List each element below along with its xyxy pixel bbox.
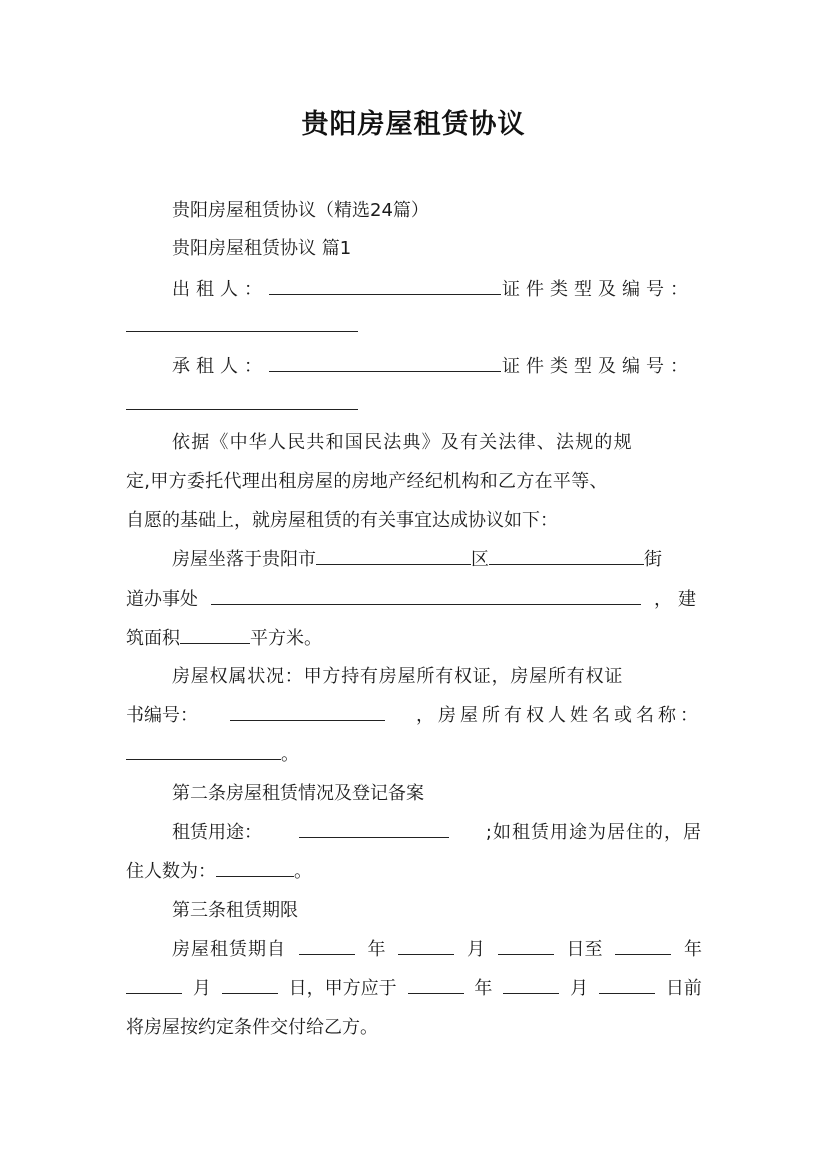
term-line-2 <box>126 974 702 1004</box>
year-label: 年 <box>474 978 493 999</box>
lessor-id-label: 证件类型及编号： <box>502 279 694 300</box>
deliver-line <box>126 1013 702 1043</box>
owner-line <box>126 740 702 770</box>
lessee-name-blank[interactable] <box>269 353 501 372</box>
lessor-id-line <box>126 312 702 342</box>
area-unit: 平方米。 <box>250 628 322 649</box>
use-blank[interactable] <box>299 819 449 838</box>
month-label: 月 <box>467 939 485 960</box>
term-line <box>172 935 702 965</box>
year-label: 年 <box>367 939 386 960</box>
term-label: 房屋租赁期自 <box>172 939 286 960</box>
lessee-id-label: 证件类型及编号： <box>502 356 694 377</box>
residents-label: 住人数为： <box>126 861 216 882</box>
month-label: 月 <box>570 978 589 999</box>
paragraph-line <box>126 467 702 497</box>
lessee-id-blank[interactable] <box>126 391 358 410</box>
office-blank[interactable] <box>211 586 641 605</box>
office-label: 道办事处 <box>126 589 198 610</box>
lessor-line <box>172 275 694 305</box>
district-label: 区 <box>471 549 489 570</box>
use-line <box>172 818 702 848</box>
paragraph-text: 自愿的基础上，就房屋租赁的有关事宜达成协议如下： <box>126 510 558 531</box>
district-blank[interactable] <box>489 546 644 565</box>
month-label: 月 <box>192 978 211 999</box>
article-2-heading: 第二条房屋租赁情况及登记备案 <box>172 783 424 804</box>
certificate-line <box>126 701 702 731</box>
residents-line <box>126 857 702 887</box>
area-blank[interactable] <box>180 625 250 644</box>
section-heading <box>172 234 748 264</box>
lessor-label: 出租人： <box>172 279 268 300</box>
article-heading <box>172 779 748 809</box>
article-3-heading: 第三条租赁期限 <box>172 900 298 921</box>
use-label: 租赁用途： <box>172 822 262 843</box>
residents-period: 。 <box>294 861 312 882</box>
paragraph-text: 依据《中华人民共和国民法典》及有关法律、法规的规 <box>172 432 633 453</box>
street-label: 街 <box>644 549 662 570</box>
certificate-label: 书编号： <box>126 705 198 726</box>
end-month-blank[interactable] <box>126 975 182 994</box>
owner-label: ，房屋所有权人姓名或名称： <box>416 705 702 726</box>
paragraph-text: 定,甲方委托代理出租房屋的房地产经纪机构和乙方在平等、 <box>126 471 608 492</box>
end-year-blank[interactable] <box>615 936 671 955</box>
owner-period: 。 <box>281 744 299 765</box>
deliver-by-label: 日，甲方应于 <box>288 978 397 999</box>
office-line <box>126 585 702 615</box>
subtitle-text: 贵阳房屋租赁协议（精选24篇） <box>172 200 429 221</box>
certificate-blank[interactable] <box>230 702 385 721</box>
lessor-id-blank[interactable] <box>126 313 358 332</box>
day-to-label: 日至 <box>566 939 603 960</box>
year-label: 年 <box>684 939 702 960</box>
start-month-blank[interactable] <box>398 936 454 955</box>
article-heading <box>172 896 748 926</box>
document-title: 贵阳房屋租赁协议 <box>301 109 526 140</box>
deliver-text: 将房屋按约定条件交付给乙方。 <box>126 1017 378 1038</box>
subtitle-line <box>172 196 748 226</box>
residents-blank[interactable] <box>216 858 294 877</box>
location-prefix: 房屋坐落于贵阳市 <box>172 549 316 570</box>
start-day-blank[interactable] <box>498 936 554 955</box>
location-line <box>172 545 702 575</box>
build-label: ，建 <box>654 589 702 610</box>
paragraph-line <box>172 428 702 458</box>
ownership-text: 房屋权属状况：甲方持有房屋所有权证，房屋所有权证 <box>172 666 624 687</box>
day-before-label: 日前 <box>665 978 702 999</box>
city-blank[interactable] <box>316 546 471 565</box>
area-label: 筑面积 <box>126 628 180 649</box>
deliver-day-blank[interactable] <box>599 975 655 994</box>
deliver-year-blank[interactable] <box>408 975 464 994</box>
lessee-id-line <box>126 390 702 420</box>
deliver-month-blank[interactable] <box>503 975 559 994</box>
start-year-blank[interactable] <box>299 936 355 955</box>
paragraph-line <box>126 506 702 536</box>
lessee-label: 承租人： <box>172 356 268 377</box>
area-line <box>126 624 702 654</box>
lessor-name-blank[interactable] <box>269 276 501 295</box>
owner-blank[interactable] <box>126 741 281 760</box>
section-heading-text: 贵阳房屋租赁协议 篇1 <box>172 238 352 259</box>
use-text: ;如租赁用途为居住的，居 <box>485 822 702 843</box>
lessee-line <box>172 352 694 382</box>
ownership-line <box>172 662 702 692</box>
end-day-blank[interactable] <box>222 975 278 994</box>
